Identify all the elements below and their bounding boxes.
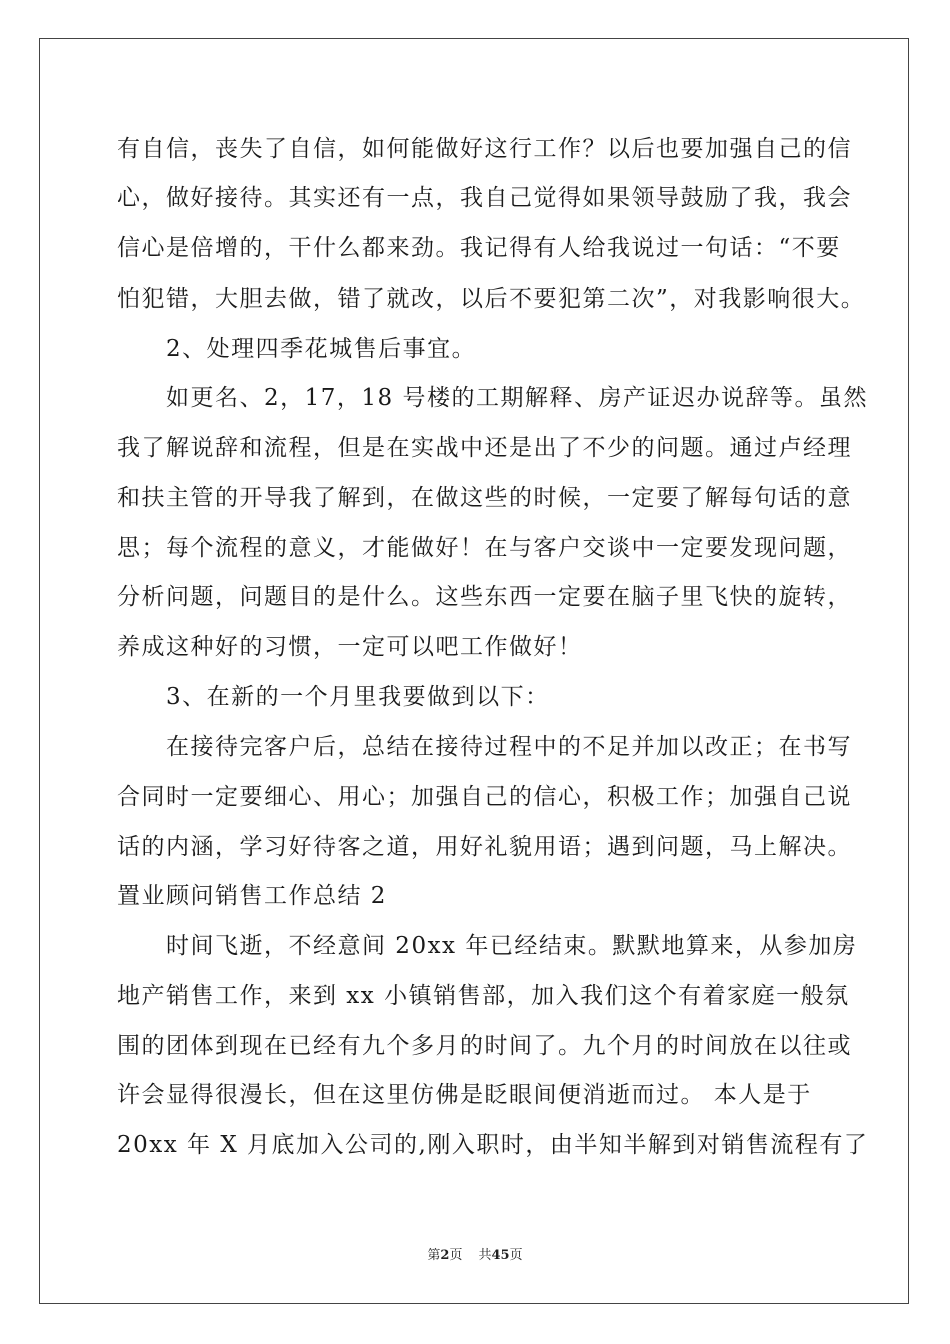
text-line: 合同时一定要细心、用心；加强自己的信心，积极工作；加强自己说 bbox=[117, 784, 852, 810]
text-line: 有自信，丧失了自信，如何能做好这行工作？以后也要加强自己的信 bbox=[117, 136, 852, 162]
section-heading: 置业顾问销售工作总结 2 bbox=[117, 883, 387, 909]
text-line: 和扶主管的开导我了解到，在做这些的时候，一定要了解每句话的意 bbox=[117, 485, 852, 511]
total-pages: 45 bbox=[491, 1248, 510, 1263]
text-line: 3、在新的一个月里我要做到以下： bbox=[117, 684, 550, 710]
text-line: 话的内涵，学习好待客之道，用好礼貌用语；遇到问题，马上解决。 bbox=[117, 834, 852, 860]
text-line: 围的团体到现在已经有九个多月的时间了。九个月的时间放在以往或 bbox=[117, 1033, 852, 1059]
page-number: 2 bbox=[440, 1248, 450, 1263]
text-line: 20xx 年 X 月底加入公司的,刚入职时，由半知半解到对销售流程有了 bbox=[117, 1132, 869, 1158]
page-suffix: 页 bbox=[449, 1248, 463, 1263]
total-prefix: 共 bbox=[478, 1248, 492, 1263]
page-border bbox=[39, 38, 909, 1304]
text-line: 时间飞逝，不经意间 20xx 年已经结束。默默地算来，从参加房 bbox=[117, 933, 858, 959]
text-line: 思；每个流程的意义，才能做好！在与客户交谈中一定要发现问题， bbox=[117, 535, 852, 561]
text-line: 在接待完客户后，总结在接待过程中的不足并加以改正；在书写 bbox=[117, 734, 852, 760]
text-line: 养成这种好的习惯，一定可以吧工作做好！ bbox=[117, 634, 583, 660]
text-line: 2、处理四季花城售后事宜。 bbox=[117, 336, 477, 362]
text-line: 如更名、2，17，18 号楼的工期解释、房产证迟办说辞等。虽然 bbox=[117, 385, 868, 411]
text-line: 我了解说辞和流程，但是在实战中还是出了不少的问题。通过卢经理 bbox=[117, 435, 852, 461]
text-line: 许会显得很漫长，但在这里仿佛是眨眼间便消逝而过。 本人是于 bbox=[117, 1082, 812, 1108]
text-line: 地产销售工作，来到 xx 小镇销售部，加入我们这个有着家庭一般氛 bbox=[117, 983, 850, 1009]
total-suffix: 页 bbox=[509, 1248, 523, 1263]
page-prefix: 第 bbox=[427, 1248, 441, 1263]
text-line: 信心是倍增的，干什么都来劲。我记得有人给我说过一句话：“不要 bbox=[117, 235, 841, 261]
page-footer bbox=[0, 1244, 950, 1263]
text-line: 怕犯错，大胆去做，错了就改，以后不要犯第二次”，对我影响很大。 bbox=[117, 286, 866, 312]
text-line: 心，做好接待。其实还有一点，我自己觉得如果领导鼓励了我，我会 bbox=[117, 185, 852, 211]
text-line: 分析问题，问题目的是什么。这些东西一定要在脑子里飞快的旋转， bbox=[117, 584, 852, 610]
